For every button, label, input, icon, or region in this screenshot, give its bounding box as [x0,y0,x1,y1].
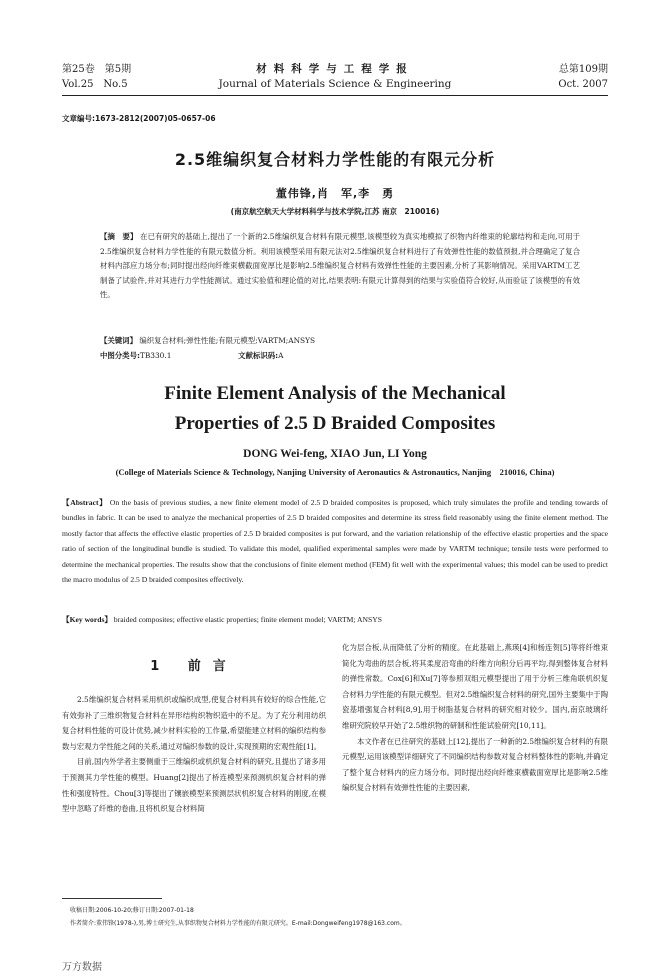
clc-label: 中图分类号: [100,351,140,360]
doc-code-value: A [278,351,284,360]
abstract-english [62,495,608,587]
issue-info [558,62,608,92]
footnote-received-date: 收稿日期:2006-10-20;修订日期:2007-01-18 [70,907,194,914]
authors-english: DONG Wei-feng, XIAO Jun, LI Yong [243,448,427,460]
watermark-text: 万方数据 [62,962,102,973]
clc-value: TB330.1 [139,351,172,360]
title-english-line2: Properties of 2.5 D Braided Composites [174,413,496,434]
footnote-author-bio: 作者简介:董伟锋(1978-),男,博士研究生,从事织物复合材料力学性能的有限元研究。E-mail:Dongweifeng1978@163.com。 [70,920,406,927]
body-paragraph: 2.5维编织复合材料采用机织或编织成型,使复合材料具有较好的综合性能,它有效弥补了三维织物复合材料在异形结构织物织造中的不足。为了充分利用纺织复合材料性能的可设计优势,减少材料实验的工作量,希望能建立材料的编织结构参数与宏观力学性能之间的关系,通过对编织参数的设计,实现预期的宏观性能[1]。 [62,695,326,751]
issue-cn: 总第109期 [558,64,608,75]
abstract-text-cn: 在已有研究的基础上,提出了一个新的2.5维编织复合材料有限元模型,该模型较为真实地模拟了织物内纤维束的轮廓结构和走向,可用于2.5维编织复合材料力学性能的有限元数值分析。利用该模型采用有限元法对2.5维编织复合材料进行了有效弹性性能的数值预报,并合理确定了复合材料内部应力场分布;同时提出经向纤维束横截面宽厚比是影响2.5维编织复合材料有效弹性性能的主要因素,分析了其影响情况。采用VARTM工艺制备了试验件,并对其进行力学性能测试。通过实验值和理论值的对比,结果表明:有限元计算得到的结果与实验值符合较好,从而验证了该模型的有效性。 [100,232,580,299]
abstract-label-en: 【Abstract】 [62,498,108,507]
keywords-text-cn: 编织复合材料;弹性性能;有限元模型;VARTM;ANSYS [139,336,316,345]
keywords-english [62,613,608,627]
title-english [0,379,670,439]
volume-cn: 第25卷 第5期 [62,64,132,75]
section-heading-introduction: 1 前言 [150,659,238,674]
authors-chinese: 董伟锋,肖 军,李 勇 [275,187,395,200]
body-column-left [62,645,326,817]
title-chinese: 2.5维编织复合材料力学性能的有限元分析 [174,150,496,169]
keywords-chinese [100,334,580,348]
keywords-label-en: 【Key words】 [62,615,112,624]
keywords-label-cn: 【关键词】 [100,336,137,345]
abstract-chinese [100,230,580,303]
classification-line [100,349,283,363]
journal-name-cn: 材料科学与工程学报 [256,63,414,75]
keywords-text-en: braided composites; effective elastic properties; finite element model; VARTM; ANSYS [113,615,382,624]
body-column-right [342,640,608,796]
abstract-label-cn: 【摘 要】 [100,232,138,241]
body-paragraph: 目前,国内外学者主要侧重于三维编织或机织复合材料的研究,且提出了诸多用于预测其力学性能的模型。Huang[2]提出了桥连模型来预测机织复合材料的弹性和强度特性。Chou[3]等提出了镶嵌模型来预测层状机织复合材料的刚度,在模型中忽略了纤维的卷曲,且将机织复合材料简 [62,757,326,814]
volume-en: Vol.25 No.5 [62,79,128,90]
article-number: 文章编号:1673-2812(2007)05-0657-06 [62,114,216,123]
affiliation-chinese: (南京航空航天大学材料科学与技术学院,江苏 南京 210016) [230,207,440,216]
issue-en: Oct. 2007 [558,79,608,90]
doc-code-label: 文献标识码: [238,351,279,360]
abstract-text-en: On the basis of previous studies, a new finite element model of 2.5 D braided composites is proposed, which truly simulates the profile and tending towards of bundles in fabric. It can be used to analyze the mechanical properties of 2.5 D braided composites and determine its stress field reasonably using the finite element method. The mostly factor that affects the effective elastic properties of 2.5 D braided composites is put forward, and the variation relationship of the effective elastic properties and the space ratio of section of the longitudinal bundle is studied. To validate this model, qualified experimental samples were made by VARTM technique; tensile tests were performed to determine the mechanical properties. The results show that the conclusions of finite element method (FEM) fit well with the experimental values; this model can be used to predict the macro modulus of 2.5 D braided composites effectively. [62,498,608,585]
title-english-line1: Finite Element Analysis of the Mechanical [164,383,506,404]
journal-name-en: Journal of Materials Science & Engineering [218,78,452,90]
footnotes [70,904,406,930]
body-paragraph: 本文作者在已往研究的基础上[12],提出了一种新的2.5维编织复合材料的有限元模型,运用该模型详细研究了不同编织结构参数对复合材料整体性的影响,并确定了整个复合材料内的应力场分布。同时提出经向纤维束横截面宽厚比是影响2.5维编织复合材料有效弹性性能的主要因素, [342,736,608,793]
header-rule [62,95,608,96]
running-header [62,62,608,102]
journal-name [62,62,608,92]
body-paragraph: 化为层合板,从而降低了分析的精度。在此基础上,燕瑛[4]和杨连贺[5]等将纤维束简化为弯曲的层合板,将其柔度沿弯曲的纤维方向积分后再平均,得到整体复合材料的弹性常数。Cox[6]和Xu[7]等参照双组元模型提出了用于分析三维角联机织复合材料力学性能的有限元模型。但对2.5维编织复合材料的研究,国外主要集中于陶瓷基增强复合材料[8,9],用于树脂基复合材料的研究相对较少。国内,南京玻璃纤维研究院较早开始了2.5维织物的研制和性能试验研究[10,11]。 [342,643,608,730]
affiliation-english: (College of Materials Science & Technology, Nanjing University of Aeronautics & Astronautics, Nanjing 210016, China) [115,467,555,477]
footnote-rule [62,898,162,899]
